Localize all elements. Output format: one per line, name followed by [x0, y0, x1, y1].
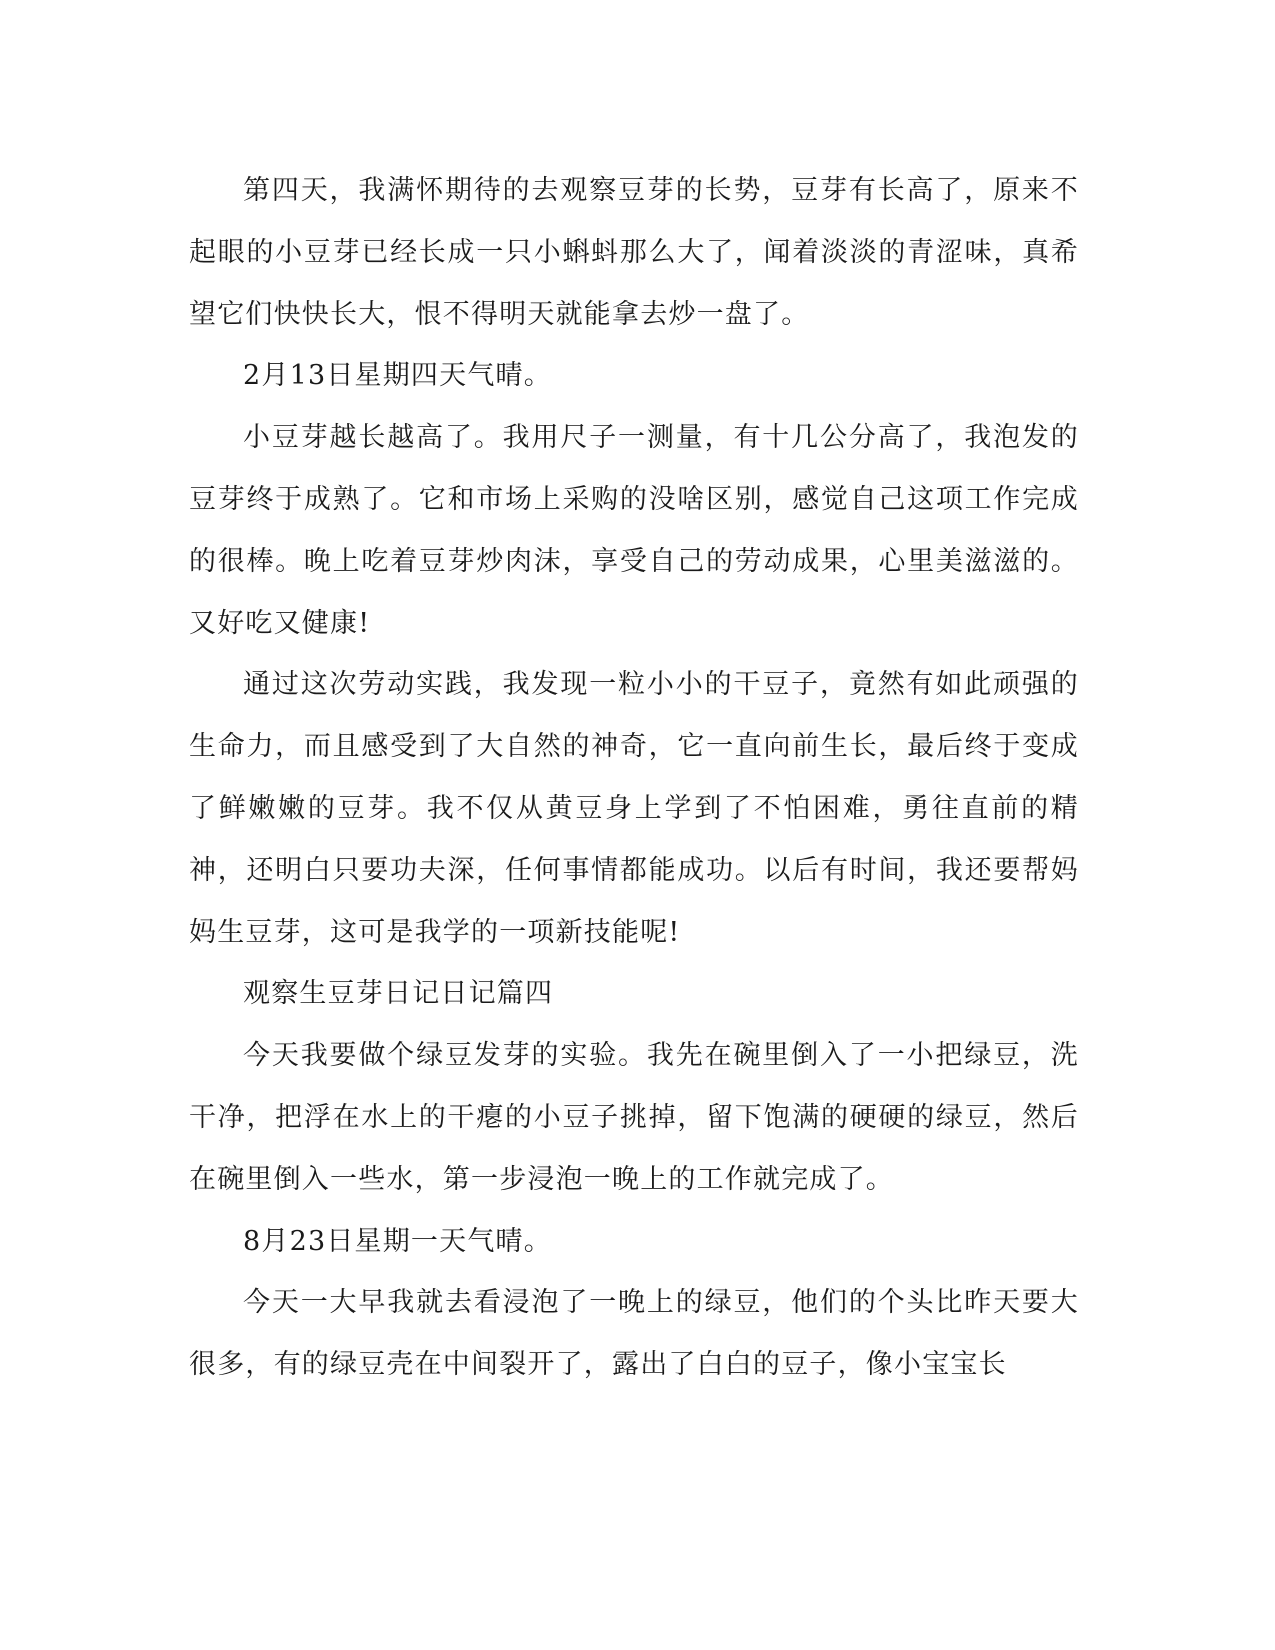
- document-body: [189, 160, 1079, 1396]
- paragraph-sprouts-mature: 小豆芽越长越高了。我用尺子一测量，有十几公分高了，我泡发的豆芽终于成熟了。它和市场上采购的没啥区别，感觉自己这项工作完成的很棒。晚上吃着豆芽炒肉沫，享受自己的劳动成果，心里美滋滋的。又好吃又健康!: [189, 422, 1079, 639]
- paragraph-mung-bean-start: 今天我要做个绿豆发芽的实验。我先在碗里倒入了一小把绿豆，洗干净，把浮在水上的干瘪的小豆子挑掉，留下饱满的硬硬的绿豆，然后在碗里倒入一些水，第一步浸泡一晚上的工作就完成了。: [189, 1040, 1079, 1195]
- paragraph-date-feb-13: 2月13日星期四天气晴。: [243, 360, 552, 392]
- paragraph-day-four: 第四天，我满怀期待的去观察豆芽的长势，豆芽有长高了，原来不起眼的小豆芽已经长成一只小蝌蚪那么大了，闻着淡淡的青涩味，真希望它们快快长大，恨不得明天就能拿去炒一盘了。: [189, 175, 1079, 330]
- paragraph-reflection: 通过这次劳动实践，我发现一粒小小的干豆子，竟然有如此顽强的生命力，而且感受到了大自然的神奇，它一直向前生长，最后终于变成了鲜嫩嫩的豆芽。我不仅从黄豆身上学到了不怕困难，勇往直前的精神，还明白只要功夫深，任何事情都能成功。以后有时间，我还要帮妈妈生豆芽，这可是我学的一项新技能呢!: [189, 669, 1079, 948]
- section-heading: 观察生豆芽日记日记篇四: [243, 978, 554, 1010]
- paragraph-date-aug-23: 8月23日星期一天气晴。: [243, 1225, 552, 1257]
- paragraph-next-morning: 今天一大早我就去看浸泡了一晚上的绿豆，他们的个头比昨天要大很多，有的绿豆壳在中间裂开了，露出了白白的豆子，像小宝宝长: [189, 1287, 1079, 1381]
